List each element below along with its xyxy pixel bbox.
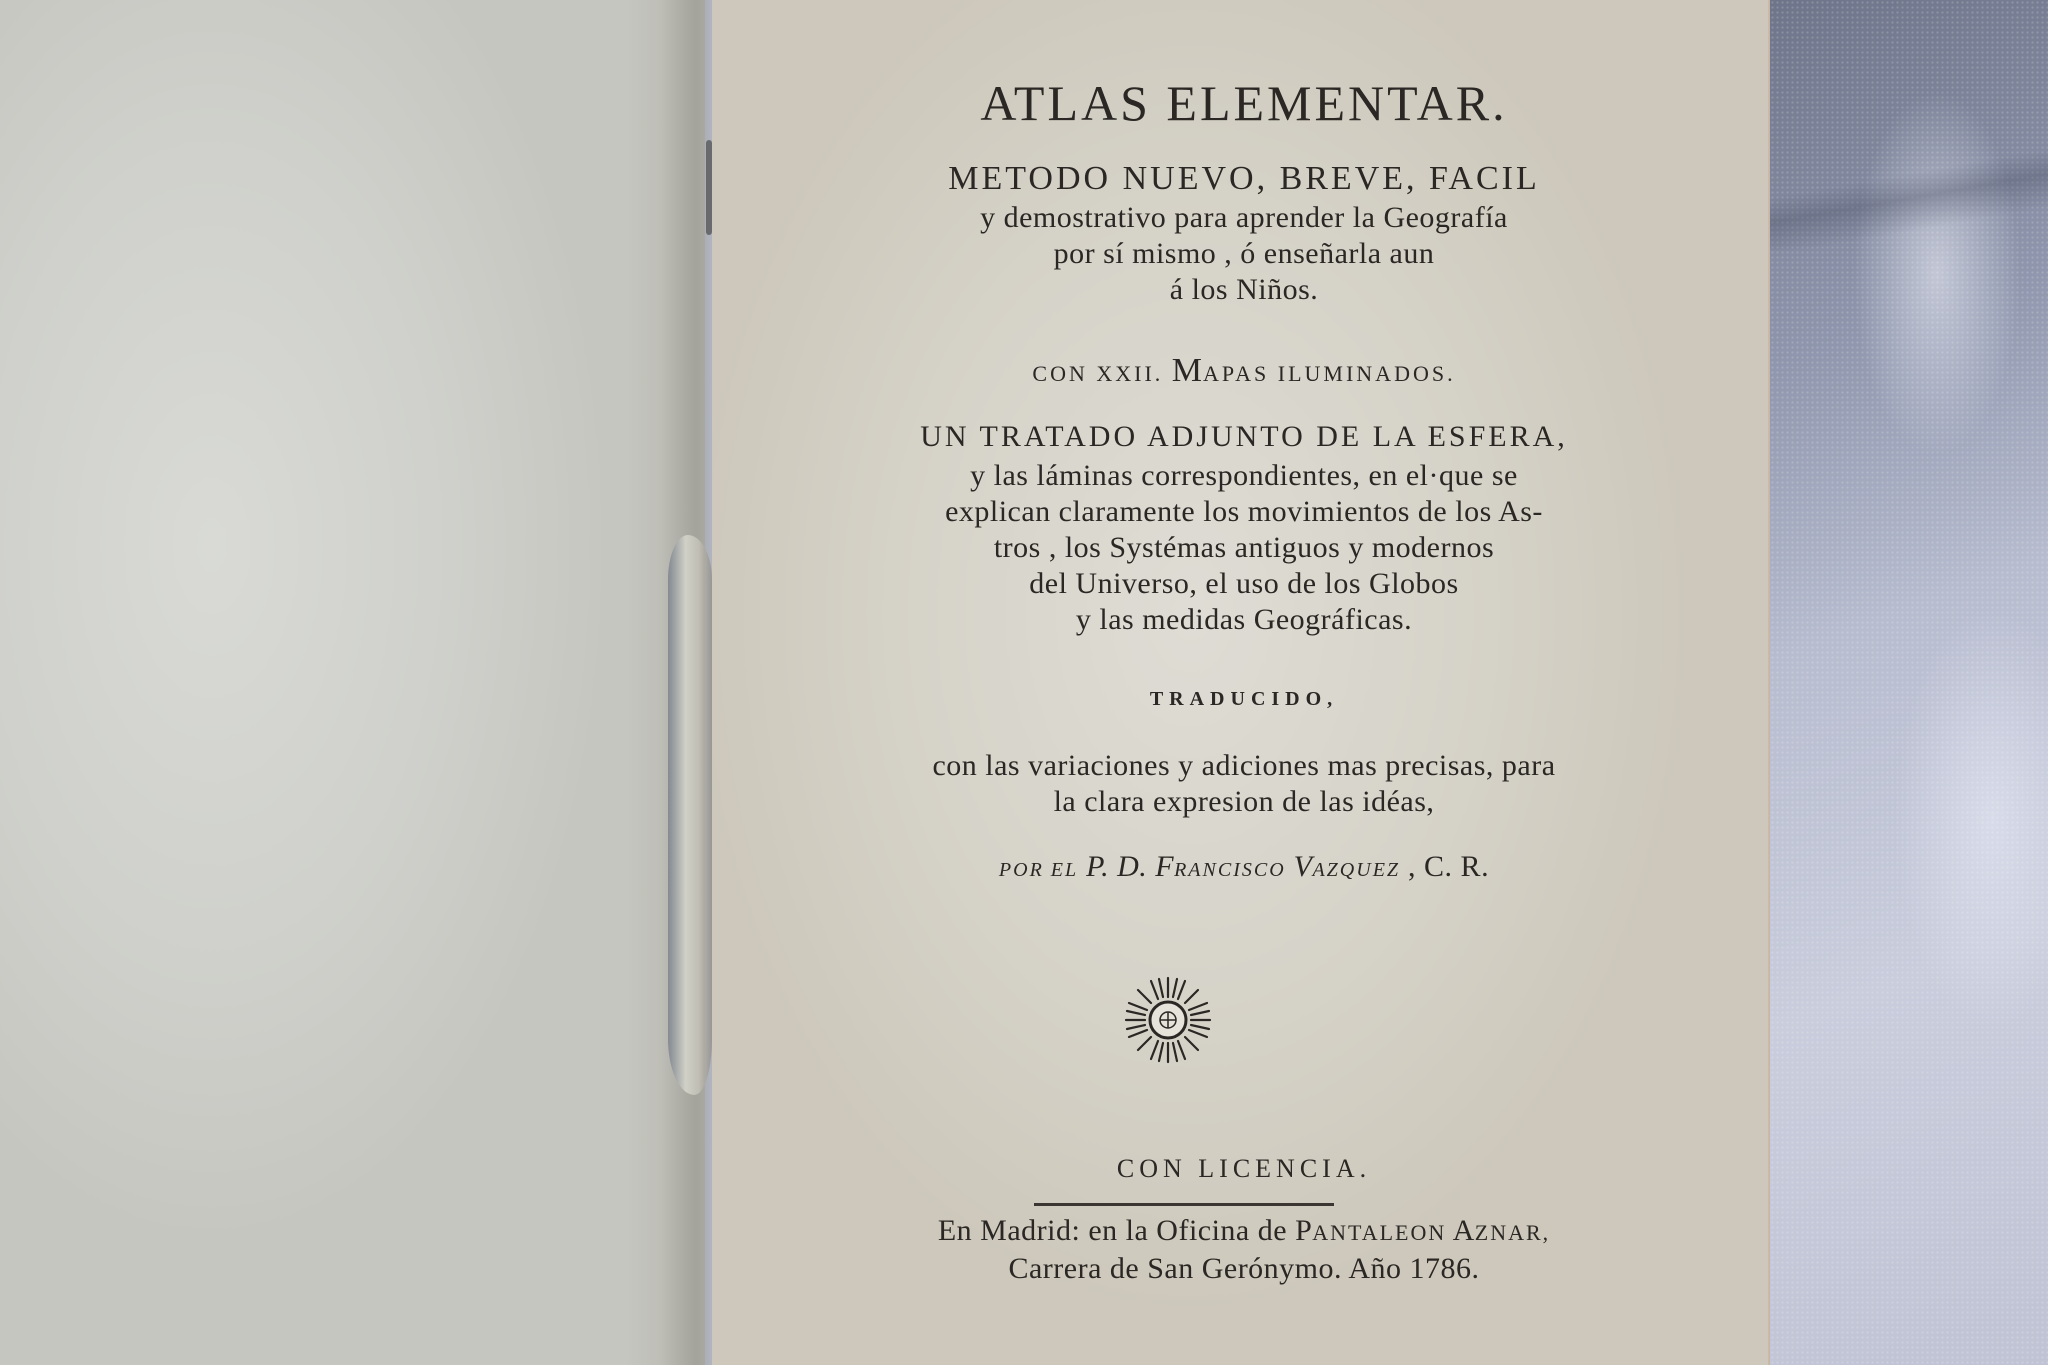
subtitle-line: á los Niños. — [1169, 273, 1319, 306]
subtitle-line: y demostrativo para aprender la Geografía — [980, 201, 1508, 234]
book-title: ATLAS ELEMENTAR. — [980, 75, 1508, 131]
license-line: CON LICENCIA. — [1116, 1154, 1372, 1183]
torn-spine-paper — [668, 535, 712, 1095]
subtitle-line: por sí mismo , ó enseñarla aun — [1053, 237, 1435, 270]
treatise-line: y las medidas Geográficas. — [1075, 603, 1413, 636]
left-page — [0, 0, 705, 1365]
treatise-heading: UN TRATADO ADJUNTO DE LA ESFERA, — [920, 420, 1568, 453]
treatise-line: del Universo, el uso de los Globos — [1029, 567, 1459, 600]
treatise-line: y las láminas correspondientes, en el·que se — [970, 459, 1518, 492]
treatise-line: explican claramente los movimientos de los As- — [945, 495, 1543, 528]
sunburst-ornament-icon — [1123, 975, 1213, 1065]
maps-line: CON XXII. MAPAS ILUMINADOS. — [1032, 352, 1456, 389]
fabric-fold — [1770, 130, 2048, 250]
treatise-line: tros , los Systémas antiguos y modernos — [993, 531, 1495, 564]
imprint-line-2: Carrera de San Gerónymo. Año 1786. — [1008, 1252, 1480, 1285]
variations-line: con las variaciones y adiciones mas precisas, para — [932, 749, 1556, 782]
subtitle-caps: METODO NUEVO, BREVE, FACIL — [948, 160, 1540, 197]
divider-rule — [1034, 1203, 1334, 1206]
variations-line: la clara expresion de las idéas, — [1053, 785, 1435, 818]
traducido-label: TRADUCIDO, — [1149, 688, 1339, 710]
imprint-line-1: En Madrid: en la Oficina de PANTALEON AZNAR, — [937, 1214, 1551, 1247]
title-page — [712, 0, 1776, 1365]
author-line: POR EL P. D. FRANCISCO VAZQUEZ , C. R. — [998, 850, 1490, 883]
